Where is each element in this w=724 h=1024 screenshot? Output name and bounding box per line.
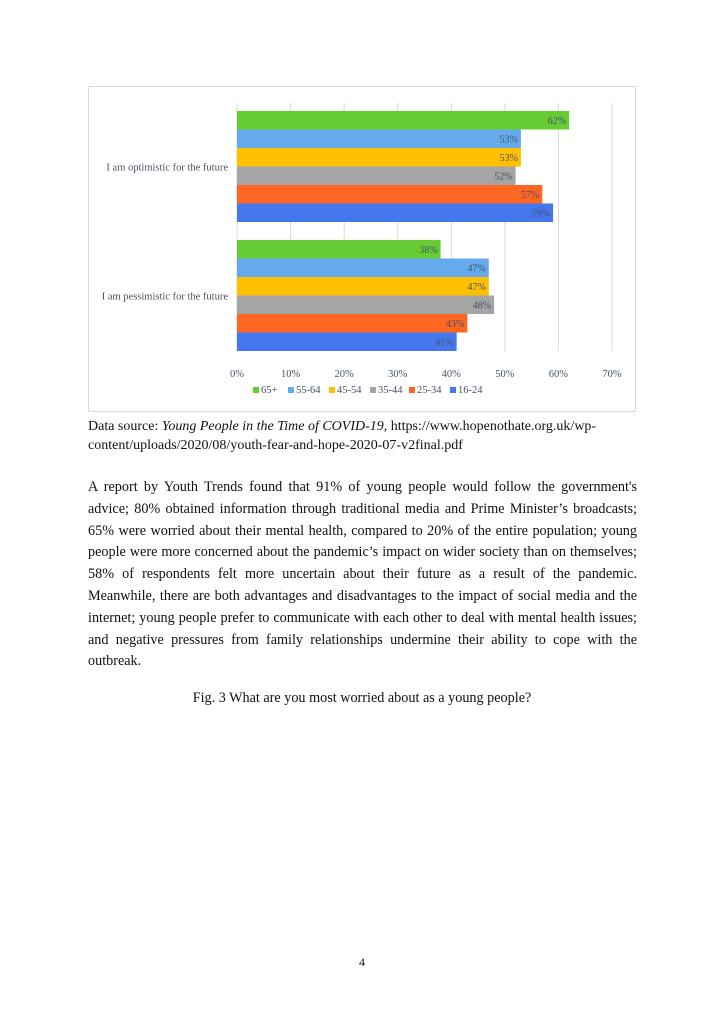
legend-label: 25-34 xyxy=(417,385,442,396)
bar xyxy=(237,333,457,352)
bar-chart xyxy=(88,86,636,412)
body-paragraph: A report by Youth Trends found that 91% of young people would follow the government's advice; 80% obtained information through traditional media and Prime Minister’s broadcasts; 65% were worried about their mental health, compared to 20% of the entire population; young people were more concerned about the pandemic’s impact on wider society than on themselves; 58% of respondents felt more uncertain about their future as a result of the pandemic. Meanwhile, there are both advantages and disadvantages to the impact of social media and the internet; young people prefer to communicate with each other to deal with mental health issues; and negative pressures from family relationships undermine their ability to cope with the outbreak. xyxy=(88,479,637,670)
bar xyxy=(237,167,516,186)
legend-label: 45-54 xyxy=(337,385,362,396)
legend-label: 65+ xyxy=(261,385,278,396)
x-tick-label: 10% xyxy=(280,369,301,380)
bar xyxy=(237,277,489,296)
caption-prefix: Data source: xyxy=(88,419,162,434)
x-tick-label: 40% xyxy=(441,369,461,380)
x-tick-label: 30% xyxy=(388,369,408,380)
legend-swatch xyxy=(329,387,335,393)
data-label: 53% xyxy=(499,134,518,146)
data-label: 41% xyxy=(435,337,454,349)
x-tick-label: 20% xyxy=(334,369,354,380)
page-number: 4 xyxy=(359,955,365,969)
x-tick-label: 70% xyxy=(602,369,622,380)
data-label: 53% xyxy=(499,152,518,164)
data-label: 47% xyxy=(467,281,486,293)
figure-title: Fig. 3 What are you most worried about as a young people? xyxy=(192,690,532,706)
data-label: 57% xyxy=(521,189,540,201)
data-label: 48% xyxy=(472,300,492,312)
chart-svg xyxy=(89,87,637,413)
data-label: 52% xyxy=(494,171,513,183)
legend-label: 55-64 xyxy=(296,385,321,396)
bar xyxy=(237,259,489,278)
bar xyxy=(237,148,521,167)
data-label: 38% xyxy=(419,244,438,256)
bar xyxy=(237,185,542,204)
bar xyxy=(237,204,553,223)
x-tick-label: 50% xyxy=(495,369,515,380)
legend-label: 35-44 xyxy=(378,385,403,396)
category-label: I am optimistic for the future xyxy=(106,162,228,174)
bar xyxy=(237,314,467,333)
figure-caption xyxy=(88,417,648,455)
legend-swatch xyxy=(450,387,456,393)
data-label: 59% xyxy=(531,208,551,220)
caption-source-title: Young People in the Time of COVID-19 xyxy=(161,419,384,434)
data-label: 43% xyxy=(446,318,465,330)
category-label: I am pessimistic for the future xyxy=(101,291,228,303)
bar xyxy=(237,240,441,259)
x-tick-label: 0% xyxy=(230,369,244,380)
x-tick-label: 60% xyxy=(548,369,569,380)
bar xyxy=(237,111,569,130)
data-label: 47% xyxy=(467,263,486,275)
data-label: 62% xyxy=(547,115,567,127)
bar xyxy=(237,296,494,315)
legend-swatch xyxy=(370,387,376,393)
legend-label: 16-24 xyxy=(458,385,483,396)
legend-swatch xyxy=(253,387,259,393)
caption-suffix: , https://www.hopenothate.org.uk/wp-content/uploads/2020/08/youth-fear-and-hope-2020-07-v2final.pdf xyxy=(88,419,597,453)
legend-swatch xyxy=(288,387,294,393)
bar xyxy=(237,130,521,149)
legend-swatch xyxy=(409,387,415,393)
